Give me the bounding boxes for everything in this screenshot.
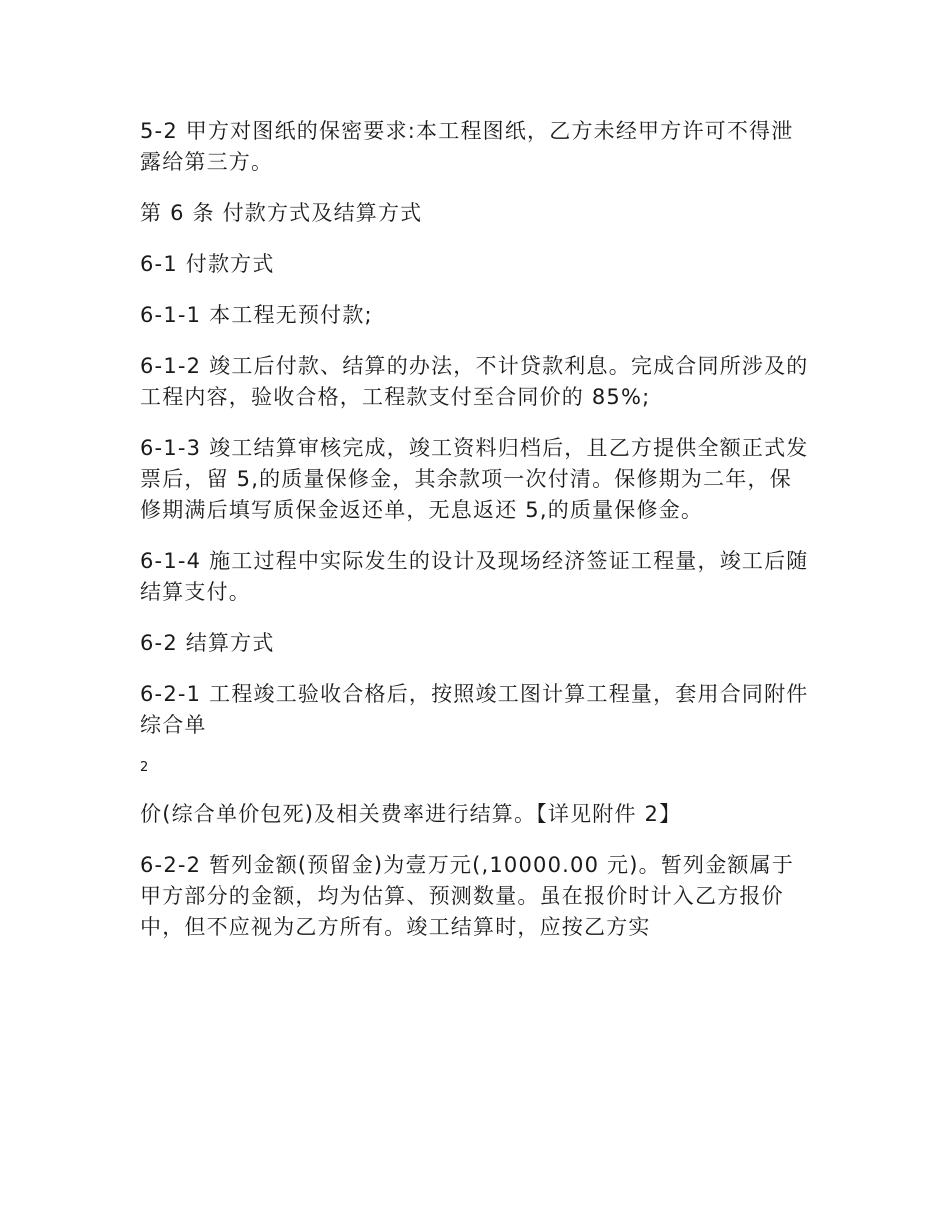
clause-6-1-3: 6-1-3 竣工结算审核完成，竣工资料归档后，且乙方提供全额正式发票后，留 5,的质量保修金，其余款项一次付清。保修期为二年，保修期满后填写质保金返还单，无息返还 5,的质量保修金。 [140,436,809,522]
document-page [140,116,810,963]
section-6-1-heading: 6-1 付款方式 [140,252,275,276]
clause-6-1-2: 6-1-2 竣工后付款、结算的办法，不计贷款利息。完成合同所涉及的工程内容，验收合格，工程款支付至合同价的 85%; [140,354,809,409]
clause-6-2-1-continued: 价(综合单价包死)及相关费率进行结算。【详见附件 2】 [140,802,682,826]
clause-6-2-1: 6-2-1 工程竣工验收合格后，按照竣工图计算工程量，套用合同附件综合单 [140,682,809,737]
section-6-2-heading: 6-2 结算方式 [140,631,275,655]
clause-6-1-4: 6-1-4 施工过程中实际发生的设计及现场经济签证工程量，竣工后随结算支付。 [140,549,809,604]
page-number: 2 [140,760,149,775]
clause-5-2: 5-2 甲方对图纸的保密要求:本工程图纸，乙方未经甲方许可不得泄露给第三方。 [140,119,794,174]
article-6-heading: 第 6 条 付款方式及结算方式 [140,201,423,225]
clause-6-2-2: 6-2-2 暂列金额(预留金)为壹万元(,10000.00 元)。暂列金额属于甲方部分的金额，均为估算、预测数量。虽在报价时计入乙方报价中，但不应视为乙方所有。竣工结算时，应按乙方实 [140,853,795,939]
clause-6-1-1: 6-1-1 本工程无预付款; [140,303,373,327]
